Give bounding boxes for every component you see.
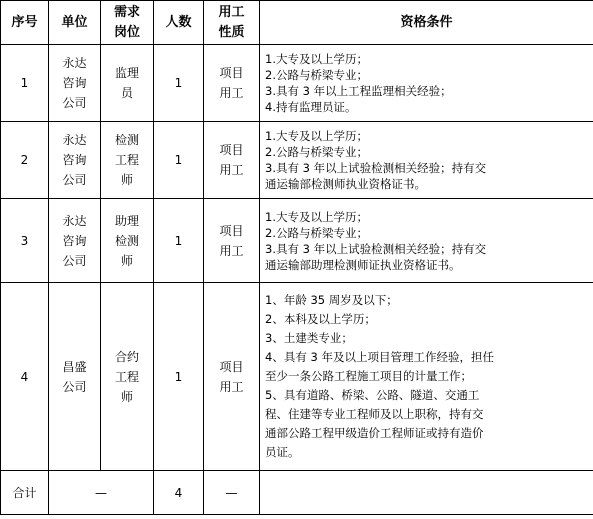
qualification-line: 2.公路与桥梁专业； bbox=[265, 145, 368, 159]
nature-line: 用工 bbox=[219, 163, 244, 177]
unit-line: 咨询 bbox=[62, 153, 87, 167]
header-nature-line: 用工 bbox=[218, 4, 245, 20]
post-cell bbox=[101, 283, 154, 471]
header-seq: 序号 bbox=[1, 1, 49, 45]
qualification-line: 1.大专及以上学历； bbox=[265, 52, 368, 66]
qualification-line: 1.大专及以上学历； bbox=[265, 129, 368, 143]
nature-line: 项目 bbox=[219, 223, 244, 238]
unit-line: 咨询 bbox=[62, 233, 87, 248]
post-line: 员 bbox=[120, 86, 133, 100]
post-cell bbox=[101, 199, 154, 283]
total-unit: — bbox=[49, 471, 154, 515]
total-nature: — bbox=[204, 471, 260, 515]
nature-cell bbox=[204, 283, 260, 471]
unit-line: 公司 bbox=[62, 379, 87, 394]
post-cell bbox=[101, 122, 154, 199]
nature-cell bbox=[204, 122, 260, 199]
total-qualifications bbox=[260, 471, 593, 515]
total-count: 4 bbox=[154, 471, 204, 515]
qualification-line: 4、具有 3 年及以上项目管理工作经验，担任 bbox=[265, 350, 494, 364]
seq-cell: 3 bbox=[1, 199, 49, 283]
table-row bbox=[1, 199, 593, 283]
unit-cell bbox=[49, 283, 101, 471]
unit-line: 永达 bbox=[62, 133, 87, 147]
nature-line: 用工 bbox=[219, 86, 244, 100]
unit-line: 公司 bbox=[62, 253, 87, 268]
post-line: 师 bbox=[120, 173, 133, 187]
nature-line: 项目 bbox=[219, 143, 244, 157]
qualification-line: 通运输部助理检测师证执业资格证书。 bbox=[265, 257, 461, 272]
qualification-line: 2.公路与桥梁专业； bbox=[265, 68, 368, 82]
unit-line: 永达 bbox=[62, 213, 87, 228]
total-row bbox=[1, 471, 593, 515]
qualifications-cell bbox=[260, 283, 593, 471]
qualification-line: 通运输部检测师执业资格证书。 bbox=[265, 177, 426, 191]
post-line: 工程 bbox=[114, 153, 139, 167]
header-unit: 单位 bbox=[49, 1, 101, 45]
qualification-line: 3.具有 3 年以上试验检测相关经验；持有交 bbox=[265, 241, 487, 256]
qualification-line: 3.具有 3 年以上试验检测相关经验；持有交 bbox=[265, 161, 487, 175]
qualification-line: 1.大专及以上学历； bbox=[265, 209, 368, 224]
nature-cell bbox=[204, 45, 260, 122]
count-cell: 1 bbox=[154, 283, 204, 471]
unit-line: 咨询 bbox=[62, 76, 87, 90]
unit-line: 公司 bbox=[62, 173, 87, 187]
header-count: 人数 bbox=[154, 1, 204, 45]
header-row bbox=[1, 1, 593, 45]
qualification-line: 通部公路工程甲级造价工程师证或持有造价 bbox=[265, 426, 484, 440]
nature-cell bbox=[204, 199, 260, 283]
total-label: 合计 bbox=[1, 471, 49, 515]
header-nature-line: 性质 bbox=[218, 24, 245, 40]
qualification-line: 3.具有 3 年以上工程监理相关经验； bbox=[265, 84, 452, 98]
unit-cell bbox=[49, 122, 101, 199]
post-line: 工程 bbox=[114, 369, 139, 384]
table-row bbox=[1, 45, 593, 122]
seq-cell: 1 bbox=[1, 45, 49, 122]
header-post-line: 岗位 bbox=[113, 24, 140, 40]
qualification-line: 1、年龄 35 周岁及以下； bbox=[265, 293, 398, 307]
post-cell bbox=[101, 45, 154, 122]
count-cell: 1 bbox=[154, 122, 204, 199]
qualification-line: 2、本科及以上学历； bbox=[265, 312, 376, 326]
qualification-line: 程、住建等专业工程师及以上职称，持有交 bbox=[265, 407, 484, 421]
qualifications-cell bbox=[260, 199, 593, 283]
nature-line: 项目 bbox=[219, 359, 244, 374]
qualification-line: 2.公路与桥梁专业； bbox=[265, 225, 368, 240]
post-line: 监理 bbox=[114, 66, 139, 80]
post-line: 师 bbox=[120, 389, 133, 404]
table-row bbox=[1, 122, 593, 199]
qualification-line: 5、具有道路、桥梁、公路、隧道、交通工 bbox=[265, 388, 480, 402]
unit-line: 昌盛 bbox=[62, 359, 87, 374]
unit-line: 永达 bbox=[62, 56, 87, 70]
table-row bbox=[1, 283, 593, 471]
header-post-line: 需求 bbox=[113, 4, 140, 20]
qualification-line: 至少一条公路工程施工项目的计量工作； bbox=[265, 369, 472, 383]
header-qualifications: 资格条件 bbox=[260, 1, 593, 45]
seq-cell: 2 bbox=[1, 122, 49, 199]
unit-cell bbox=[49, 199, 101, 283]
unit-line: 公司 bbox=[62, 96, 87, 110]
seq-cell: 4 bbox=[1, 283, 49, 471]
post-line: 检测 bbox=[114, 233, 139, 248]
header-post bbox=[101, 1, 154, 45]
nature-line: 用工 bbox=[219, 243, 244, 258]
count-cell: 1 bbox=[154, 45, 204, 122]
nature-line: 项目 bbox=[219, 66, 244, 80]
qualifications-cell bbox=[260, 122, 593, 199]
count-cell: 1 bbox=[154, 199, 204, 283]
qualifications-cell bbox=[260, 45, 593, 122]
qualification-line: 4.持有监理员证。 bbox=[265, 100, 357, 114]
qualification-line: 员证。 bbox=[265, 445, 300, 459]
header-nature bbox=[204, 1, 260, 45]
qualification-line: 3、土建类专业； bbox=[265, 331, 353, 345]
unit-cell bbox=[49, 45, 101, 122]
post-line: 检测 bbox=[114, 133, 139, 147]
post-line: 师 bbox=[120, 253, 133, 268]
post-line: 合约 bbox=[114, 349, 139, 364]
nature-line: 用工 bbox=[219, 379, 244, 394]
post-line: 助理 bbox=[114, 213, 139, 228]
